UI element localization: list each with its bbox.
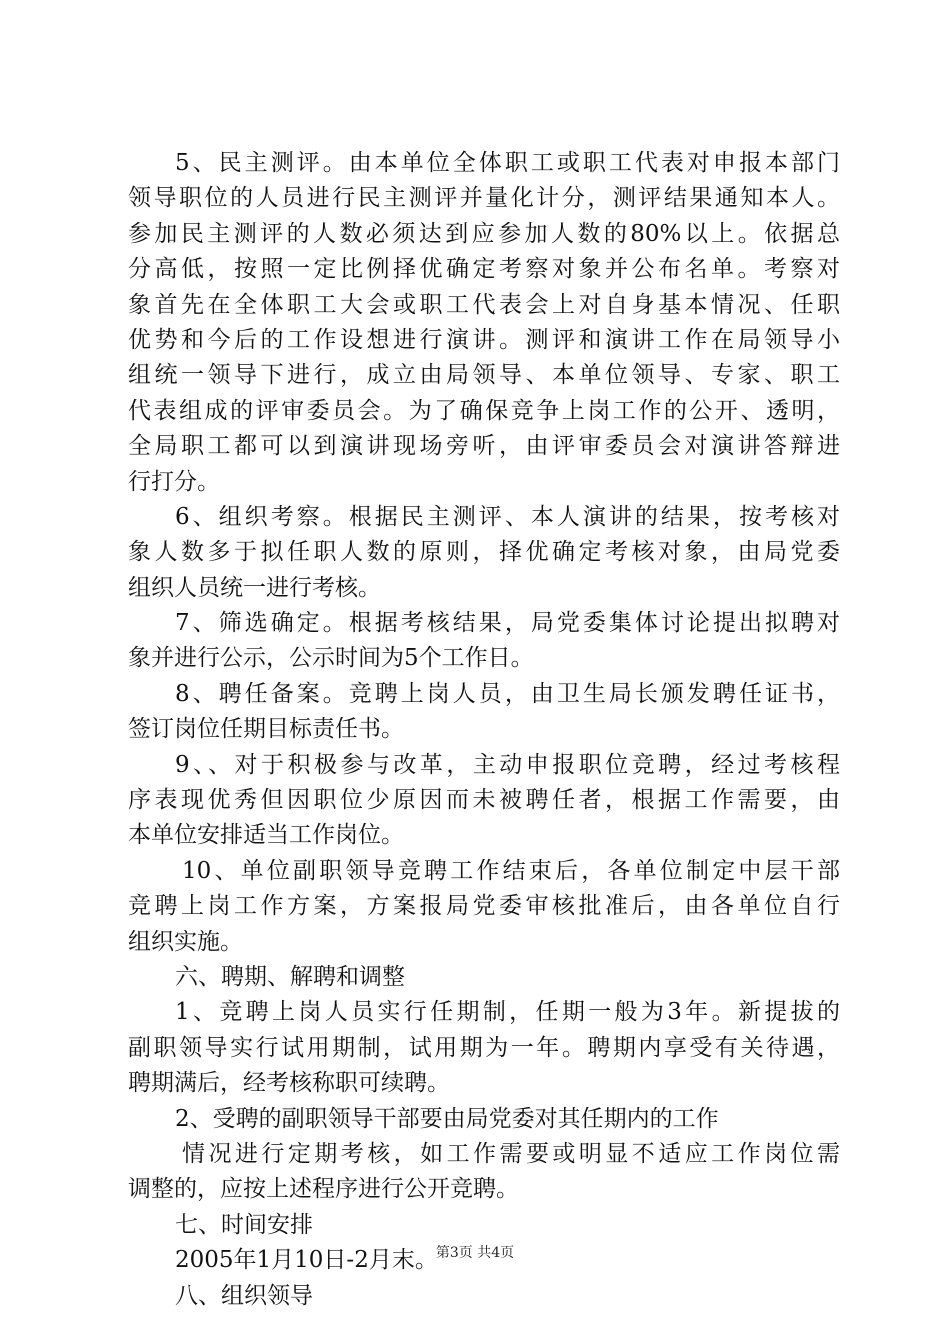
paragraph-line: 组织实施。	[128, 928, 243, 955]
paragraph-line: 竞聘上岗工作方案，方案报局党委审核批准后，由各单位自行	[128, 893, 840, 920]
paragraph-line: 聘期满后，经考核称职可续聘。	[128, 1070, 450, 1097]
paragraph-line: 优势和今后的工作设想进行演讲。测评和演讲工作在局领导小	[128, 326, 840, 353]
paragraph-line: 签订岗位任期目标责任书。	[128, 716, 404, 743]
section-heading: 六、聘期、解聘和调整	[175, 963, 405, 990]
document-body	[128, 146, 840, 1314]
paragraph-line: 5、民主测评。由本单位全体职工或职工代表对申报本部门	[175, 150, 840, 176]
paragraph-line: 组统一领导下进行，成立由局领导、本单位领导、专家、职工	[128, 362, 840, 389]
paragraph-line: 领导职位的人员进行民主测评并量化计分，测评结果通知本人。	[128, 185, 840, 212]
paragraph-line: 分高低，按照一定比例择优确定考察对象并公布名单。考察对	[128, 256, 840, 283]
paragraph-line: 全局职工都可以到演讲现场旁听，由评审委员会对演讲答辩进	[128, 433, 840, 460]
paragraph-line: 情况进行定期考核，如工作需要或明显不适应工作岗位需	[182, 1140, 840, 1167]
paragraph-line: 序表现优秀但因职位少原因而未被聘任者，根据工作需要，由	[128, 787, 840, 814]
paragraph-line: 参加民主测评的人数必须达到应参加人数的80%以上。依据总	[128, 220, 840, 247]
paragraph-line: 组织人员统一进行考核。	[128, 574, 381, 601]
paragraph-line: 副职领导实行试用期制，试用期为一年。聘期内享受有关待遇，	[128, 1034, 840, 1061]
paragraph-line: 行打分。	[128, 468, 220, 495]
paragraph-line: 9、、对于积极参与改革，主动申报职位竞聘，经过考核程	[175, 751, 840, 778]
paragraph-line: 2005年1月10日-2月末。	[175, 1247, 438, 1274]
paragraph-line: 7、筛选确定。根据考核结果，局党委集体讨论提出拟聘对	[175, 610, 840, 637]
paragraph-line: 象首先在全体职工大会或职工代表会上对自身基本情况、任职	[128, 291, 840, 318]
paragraph-line: 本单位安排适当工作岗位。	[128, 822, 404, 849]
paragraph-line: 调整的，应按上述程序进行公开竞聘。	[128, 1176, 519, 1203]
paragraph-line: 代表组成的评审委员会。为了确保竞争上岗工作的公开、透明，	[128, 397, 840, 424]
section-heading: 八、组织领导	[175, 1282, 313, 1309]
section-heading: 七、时间安排	[175, 1211, 313, 1238]
page-number-footer: 第3页 共4页	[435, 1245, 515, 1261]
paragraph-line: 2、受聘的副职领导干部要由局党委对其任期内的工作	[175, 1105, 719, 1132]
paragraph-line: 象人数多于拟任职人数的原则，择优确定考核对象，由局党委	[128, 539, 840, 566]
paragraph-line: 1、竞聘上岗人员实行任期制，任期一般为3年。新提拔的	[175, 999, 840, 1026]
paragraph-line: 象并进行公示，公示时间为5个工作日。	[128, 645, 534, 672]
paragraph-line: 10、单位副职领导竞聘工作结束后，各单位制定中层干部	[182, 857, 840, 884]
paragraph-line: 8、聘任备案。竞聘上岗人员，由卫生局长颁发聘任证书，	[175, 680, 840, 707]
paragraph-line: 6、组织考察。根据民主测评、本人演讲的结果，按考核对	[175, 503, 840, 530]
